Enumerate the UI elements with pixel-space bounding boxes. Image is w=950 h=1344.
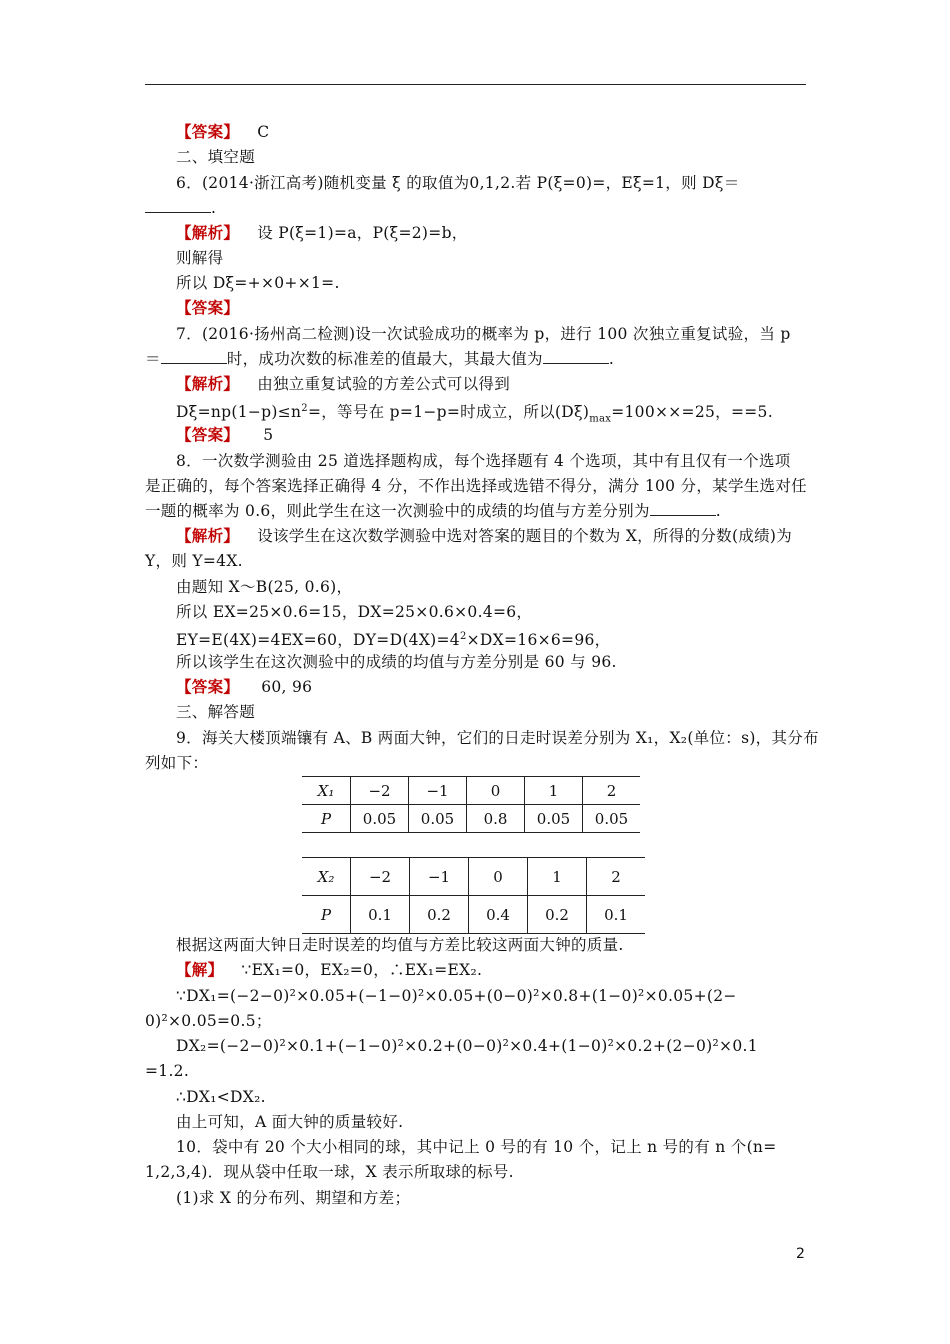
solution-tag: 【解】 [176, 960, 224, 979]
q8-solution-line: Y，则 Y=4X. [145, 552, 243, 570]
answer-blank [145, 198, 211, 213]
q7-question-line: 7．(2016·扬州高二检测)设一次试验成功的概率为 p，进行 100 次独立重复试验，当 p [176, 325, 791, 343]
q7-answer-line [176, 424, 273, 446]
q8-solution-line: EY=E(4X)=4EX=60，$DY=D(4X)=4^2\times DX=16\times 6=96$， [176, 631, 611, 650]
q7-question-line: ＝ 时，成功次数的标准差的值最大，其最大值为 . [145, 350, 615, 368]
answer-tag: 【答案】 [176, 677, 240, 696]
header-rule [145, 84, 806, 85]
q6-analysis-line: 【解析】 设 P(ξ=1)=a，P(ξ=2)=b， [176, 223, 468, 242]
section-heading: 二、填空题 [176, 148, 256, 166]
q9-question-line: 根据这两面大钟日走时误差的均值与方差比较这两面大钟的质量. [176, 936, 624, 954]
q9-solution-line: 【解】 ∵EX₁=0，EX₂=0，∴EX₁=EX₂. [176, 960, 483, 979]
table-row: P 0.1 0.2 0.4 0.2 0.1 [302, 896, 645, 934]
q8-solution-line: 所以 EX=25×0.6=15，DX=25×0.6×0.4=6， [176, 603, 533, 621]
q8-question-line: 是正确的，每个答案选择正确得 4 分，不作出选择或选错不得分，满分 100 分，某学生选对任 [145, 477, 807, 495]
q7-analysis-line: 【解析】 由独立重复试验的方差公式可以得到 [176, 374, 511, 393]
distribution-table-x1 [302, 776, 640, 833]
table-row: X₂ −2 −1 0 1 2 [302, 858, 645, 896]
q8-analysis-line: 【解析】 设该学生在这次数学测验中选对答案的题目的个数为 X，所得的分数(成绩)为 [176, 526, 793, 545]
analysis-tag: 【解析】 [176, 374, 240, 393]
q8-question-line: 8．一次数学测验由 25 道选择题构成，每个选择题有 4 个选项，其中有且仅有一个选项 [176, 452, 791, 470]
q9-solution-line: ∵DX₁=(−2−0)²×0.05+(−1−0)²×0.05+(0−0)²×0.8+(1−0)²×0.05+(2− [176, 987, 737, 1005]
q9-solution-line: =1.2. [145, 1062, 190, 1080]
q8-answer-line [176, 676, 312, 698]
analysis-tag: 【解析】 [176, 223, 240, 242]
q10-question-line: (1)求 X 的分布列、期望和方差； [176, 1189, 411, 1207]
q6-question-line: . [145, 197, 216, 219]
answer-value: 60, 96 [261, 678, 313, 696]
q7-formula-line: $D\xi=np(1-p)\le n^2=$，等号在 p=1−p=时成立，所以$(D\xi)_{max}=100\times\times=25$，==5. [176, 403, 773, 425]
page-number: 2 [796, 1246, 805, 1262]
q6-solve-line: 则解得 [176, 249, 224, 267]
answer-blank [543, 349, 609, 364]
distribution-table-x2 [302, 857, 645, 934]
q9-conclusion-line: 由上可知，A 面大钟的质量较好. [176, 1113, 404, 1131]
q10-question-line: 10．袋中有 20 个大小相同的球，其中记上 0 号的有 10 个，记上 n 号的有 n 个(n= [176, 1138, 777, 1156]
q9-solution-line: 0)²×0.05=0.5； [145, 1012, 272, 1030]
q8-solution-line: 所以该学生在这次测验中的成绩的均值与方差分别是 60 与 96. [176, 653, 617, 671]
answer-blank [161, 349, 227, 364]
q9-question-line: 列如下： [145, 754, 209, 772]
analysis-tag: 【解析】 [176, 526, 240, 545]
table-row: P 0.05 0.05 0.8 0.05 0.05 [302, 805, 640, 833]
answer-tag: 【答案】 [176, 425, 240, 444]
section-heading: 三、解答题 [176, 703, 256, 721]
q10-question-line: 1,2,3,4)．现从袋中任取一球，X 表示所取球的标号. [145, 1163, 514, 1181]
table-row: X₁ −2 −1 0 1 2 [302, 777, 640, 805]
answer-value: 5 [263, 426, 274, 444]
q9-question-line: 9．海关大楼顶端镶有 A、B 两面大钟，它们的日走时误差分别为 X₁，X₂(单位：s)，其分布 [176, 729, 819, 747]
q8-solution-line: 由题知 X～B(25, 0.6)， [176, 578, 353, 596]
q6-answer-line [176, 297, 239, 319]
answer-tag: 【答案】 [176, 298, 240, 317]
answer-tag: 【答案】 [176, 122, 240, 141]
q8-question-line: 一题的概率为 0.6，则此学生在这一次测验中的成绩的均值与方差分别为 . [145, 502, 722, 520]
answer-value: C [257, 123, 270, 141]
q5-answer-line [176, 121, 269, 143]
answer-blank [650, 501, 716, 516]
q6-question-line: 6．(2014·浙江高考)随机变量 ξ 的取值为0,1,2.若 P(ξ=0)=，Eξ=1，则 Dξ＝ [176, 174, 740, 192]
q9-solution-line: DX₂=(−2−0)²×0.1+(−1−0)²×0.2+(0−0)²×0.4+(1−0)²×0.2+(2−0)²×0.1 [176, 1037, 758, 1055]
q6-result-line: 所以 Dξ=+×0+×1=. [176, 274, 340, 292]
q9-solution-line: ∴DX₁<DX₂. [176, 1088, 266, 1106]
